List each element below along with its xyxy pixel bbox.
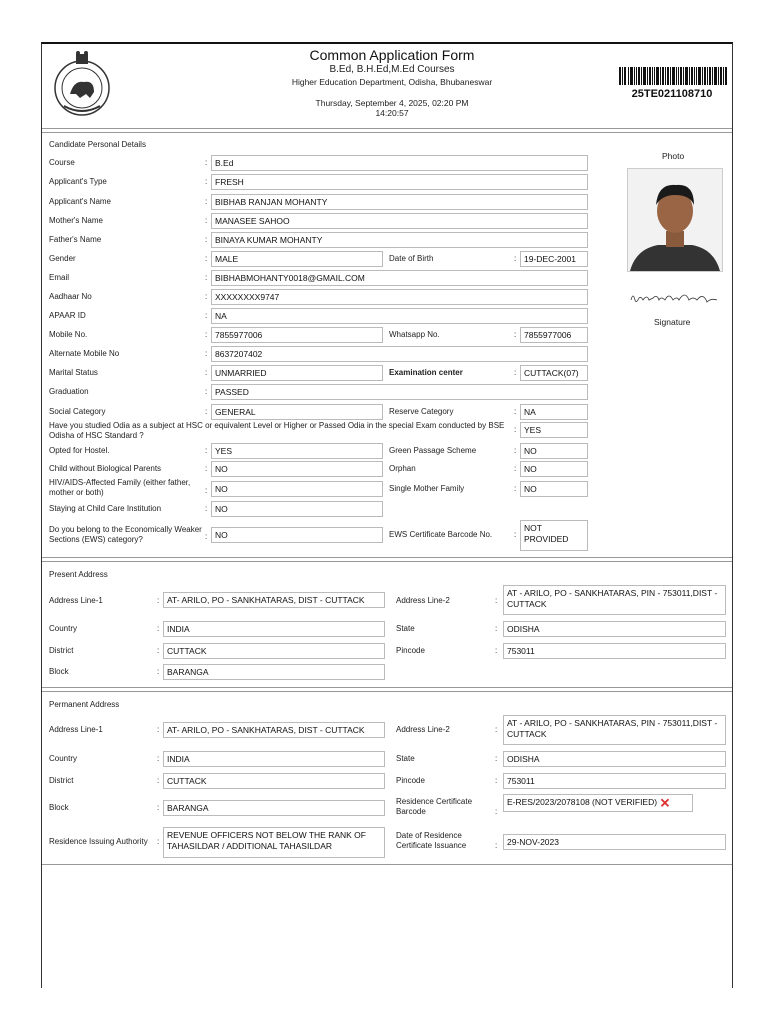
application-form-page bbox=[41, 42, 733, 988]
print-date: Thursday, September 4, 2025, 02:20 PM bbox=[315, 98, 469, 108]
alt-mobile-value: 8637207402 bbox=[211, 346, 588, 362]
social-category-label: Social Category bbox=[49, 407, 106, 416]
present-addr1-value: AT- ARILO, PO - SANKHATARAS, DIST - CUTTACK bbox=[163, 592, 385, 608]
present-country-value: INDIA bbox=[163, 621, 385, 637]
colon: : bbox=[495, 754, 498, 763]
present-addr2-label: Address Line-2 bbox=[396, 596, 450, 605]
colon: : bbox=[205, 368, 208, 377]
colon: : bbox=[205, 311, 208, 320]
residence-cert-value bbox=[503, 794, 693, 812]
colon: : bbox=[514, 484, 517, 493]
permanent-pincode-value: 753011 bbox=[503, 773, 726, 789]
permanent-district-value: CUTTACK bbox=[163, 773, 385, 789]
child-without-parents-label: Child without Biological Parents bbox=[49, 464, 162, 473]
graduation-value: PASSED bbox=[211, 384, 588, 400]
applicant-type-label: Applicant's Type bbox=[49, 177, 107, 186]
whatsapp-label: Whatsapp No. bbox=[389, 330, 440, 339]
section-divider bbox=[42, 557, 732, 562]
permanent-state-label: State bbox=[396, 754, 415, 763]
photo-label: Photo bbox=[662, 151, 685, 161]
child-care-value: NO bbox=[211, 501, 383, 517]
permanent-addr2-label: Address Line-2 bbox=[396, 725, 450, 734]
permanent-addr1-label: Address Line-1 bbox=[49, 725, 103, 734]
permanent-country-value: INDIA bbox=[163, 751, 385, 767]
signature-label: Signature bbox=[654, 317, 691, 327]
applicant-name-label: Applicant's Name bbox=[49, 197, 111, 206]
form-subtitle: B.Ed, B.H.Ed,M.Ed Courses bbox=[329, 64, 455, 75]
orphan-value: NO bbox=[520, 461, 588, 477]
colon: : bbox=[205, 446, 208, 455]
hostel-label: Opted for Hostel. bbox=[49, 446, 110, 455]
present-district-label: District bbox=[49, 646, 74, 655]
permanent-pincode-label: Pincode bbox=[396, 776, 425, 785]
colon: : bbox=[514, 330, 517, 339]
course-value: B.Ed bbox=[211, 155, 588, 171]
colon: : bbox=[205, 330, 208, 339]
colon: : bbox=[514, 407, 517, 416]
colon: : bbox=[205, 177, 208, 186]
colon: : bbox=[514, 368, 517, 377]
colon: : bbox=[514, 530, 517, 539]
colon: : bbox=[205, 235, 208, 244]
permanent-block-label: Block bbox=[49, 803, 69, 812]
colon: : bbox=[514, 446, 517, 455]
graduation-label: Graduation bbox=[49, 387, 89, 396]
green-passage-value: NO bbox=[520, 443, 588, 459]
colon: : bbox=[514, 464, 517, 473]
apaar-value: NA bbox=[211, 308, 588, 324]
present-country-label: Country bbox=[49, 624, 78, 633]
aadhaar-label: Aadhaar No bbox=[49, 292, 92, 301]
colon: : bbox=[157, 624, 160, 633]
section-bottom-border bbox=[42, 864, 732, 865]
father-name-label: Father's Name bbox=[49, 235, 102, 244]
child-care-label: Staying at Child Care Institution bbox=[49, 504, 162, 513]
colon: : bbox=[205, 292, 208, 301]
dob-label: Date of Birth bbox=[389, 254, 434, 263]
applicant-name-value: BIBHAB RANJAN MOHANTY bbox=[211, 194, 588, 210]
gender-label: Gender bbox=[49, 254, 76, 263]
residence-date-value: 29-NOV-2023 bbox=[503, 834, 726, 850]
colon: : bbox=[205, 216, 208, 225]
section-title-personal: Candidate Personal Details bbox=[49, 140, 146, 149]
not-verified-x-icon: ✕ bbox=[659, 795, 671, 811]
present-addr2-value: AT - ARILO, PO - SANKHATARAS, PIN - 753011,DIST - CUTTACK bbox=[503, 585, 726, 615]
father-name-value: BINAYA KUMAR MOHANTY bbox=[211, 232, 588, 248]
colon: : bbox=[205, 254, 208, 263]
permanent-state-value: ODISHA bbox=[503, 751, 726, 767]
colon: : bbox=[157, 754, 160, 763]
barcode-image bbox=[619, 67, 727, 85]
aadhaar-value: XXXXXXXX9747 bbox=[211, 289, 588, 305]
residence-cert-label: Residence Certificate Barcode bbox=[396, 797, 473, 816]
ews-label: Do you belong to the Economically Weaker Sections (EWS) category? bbox=[49, 525, 202, 544]
department-name: Higher Education Department, Odisha, Bhubaneswar bbox=[291, 77, 493, 87]
email-label: Email bbox=[49, 273, 70, 282]
exam-center-label: Examination center bbox=[389, 368, 463, 377]
colon: : bbox=[205, 464, 208, 473]
present-state-value: ODISHA bbox=[503, 621, 726, 637]
alt-mobile-label: Alternate Mobile No bbox=[49, 349, 120, 358]
orphan-label: Orphan bbox=[389, 464, 416, 473]
colon: : bbox=[157, 646, 160, 655]
ews-value: NO bbox=[211, 527, 383, 543]
residence-cert-text: E-RES/2023/2078108 (NOT VERIFIED) bbox=[507, 797, 658, 807]
gender-value: MALE bbox=[211, 251, 383, 267]
hiv-family-value: NO bbox=[211, 481, 383, 497]
single-mother-value: NO bbox=[520, 481, 588, 497]
colon: : bbox=[205, 407, 208, 416]
marital-status-value: UNMARRIED bbox=[211, 365, 383, 381]
colon: : bbox=[205, 349, 208, 358]
present-district-value: CUTTACK bbox=[163, 643, 385, 659]
permanent-addr2-value: AT - ARILO, PO - SANKHATARAS, PIN - 753011,DIST - CUTTACK bbox=[503, 715, 726, 745]
residence-date-label: Date of Residence Certificate Issuance bbox=[396, 831, 467, 850]
green-passage-label: Green Passage Scheme bbox=[389, 446, 477, 455]
colon: : bbox=[157, 667, 160, 676]
permanent-district-label: District bbox=[49, 776, 74, 785]
colon: : bbox=[205, 486, 208, 495]
colon: : bbox=[205, 158, 208, 167]
colon: : bbox=[157, 776, 160, 785]
colon: : bbox=[495, 725, 498, 734]
section-title-present-address: Present Address bbox=[49, 570, 108, 579]
colon: : bbox=[495, 646, 498, 655]
email-value: BIBHABMOHANTY0018@GMAIL.COM bbox=[211, 270, 588, 286]
reserve-category-label: Reserve Category bbox=[389, 407, 454, 416]
colon: : bbox=[157, 596, 160, 605]
ews-barcode-label: EWS Certificate Barcode No. bbox=[389, 530, 493, 539]
colon: : bbox=[495, 624, 498, 633]
mother-name-label: Mother's Name bbox=[49, 216, 103, 225]
present-pincode-value: 753011 bbox=[503, 643, 726, 659]
present-addr1-label: Address Line-1 bbox=[49, 596, 103, 605]
residence-authority-value: REVENUE OFFICERS NOT BELOW THE RANK OF TAHASILDAR / ADDITIONAL TAHASILDAR bbox=[163, 827, 385, 858]
form-header bbox=[42, 44, 732, 128]
colon: : bbox=[157, 837, 160, 846]
dob-value: 19-DEC-2001 bbox=[520, 251, 588, 267]
hiv-family-label: HIV/AIDS-Affected Family (either father, mother or both) bbox=[49, 478, 191, 497]
permanent-addr1-value: AT- ARILO, PO - SANKHATARAS, DIST - CUTTACK bbox=[163, 722, 385, 738]
hostel-value: YES bbox=[211, 443, 383, 459]
social-category-value: GENERAL bbox=[211, 404, 383, 420]
present-block-value: BARANGA bbox=[163, 664, 385, 680]
colon: : bbox=[495, 807, 498, 816]
residence-authority-label: Residence Issuing Authority bbox=[49, 837, 148, 846]
form-title: Common Application Form bbox=[309, 47, 475, 63]
apaar-label: APAAR ID bbox=[49, 311, 86, 320]
odia-question-label: Have you studied Odia as a subject at HSC or equivalent Level or Higher or Passed Odia in the special Exam conducted by BSE Odisha of HSC Standard ? bbox=[49, 421, 505, 440]
colon: : bbox=[495, 596, 498, 605]
single-mother-label: Single Mother Family bbox=[389, 484, 465, 493]
reserve-category-value: NA bbox=[520, 404, 588, 420]
colon: : bbox=[157, 803, 160, 812]
print-time: 14:20:57 bbox=[375, 108, 409, 118]
course-label: Course bbox=[49, 158, 75, 167]
present-pincode-label: Pincode bbox=[396, 646, 425, 655]
section-divider bbox=[42, 687, 732, 692]
exam-center-value: CUTTACK(07) bbox=[520, 365, 588, 381]
applicant-type-value: FRESH bbox=[211, 174, 588, 190]
colon: : bbox=[157, 725, 160, 734]
colon: : bbox=[205, 197, 208, 206]
mobile-value: 7855977006 bbox=[211, 327, 383, 343]
application-number: 25TE021108710 bbox=[631, 88, 713, 100]
section-divider bbox=[42, 128, 732, 133]
odisha-emblem-logo bbox=[50, 50, 114, 120]
colon: : bbox=[514, 254, 517, 263]
permanent-block-value: BARANGA bbox=[163, 800, 385, 816]
whatsapp-value: 7855977006 bbox=[520, 327, 588, 343]
candidate-photo bbox=[627, 168, 723, 272]
colon: : bbox=[205, 273, 208, 282]
marital-status-label: Marital Status bbox=[49, 368, 98, 377]
colon: : bbox=[205, 504, 208, 513]
odia-question-value: YES bbox=[520, 422, 588, 438]
present-state-label: State bbox=[396, 624, 415, 633]
ews-barcode-value: NOT PROVIDED bbox=[520, 520, 588, 551]
mother-name-value: MANASEE SAHOO bbox=[211, 213, 588, 229]
child-without-parents-value: NO bbox=[211, 461, 383, 477]
colon: : bbox=[514, 425, 517, 434]
colon: : bbox=[205, 532, 208, 541]
colon: : bbox=[205, 387, 208, 396]
permanent-country-label: Country bbox=[49, 754, 78, 763]
mobile-label: Mobile No. bbox=[49, 330, 88, 339]
section-title-permanent-address: Permanent Address bbox=[49, 700, 120, 709]
colon: : bbox=[495, 841, 498, 850]
colon: : bbox=[495, 776, 498, 785]
present-block-label: Block bbox=[49, 667, 69, 676]
